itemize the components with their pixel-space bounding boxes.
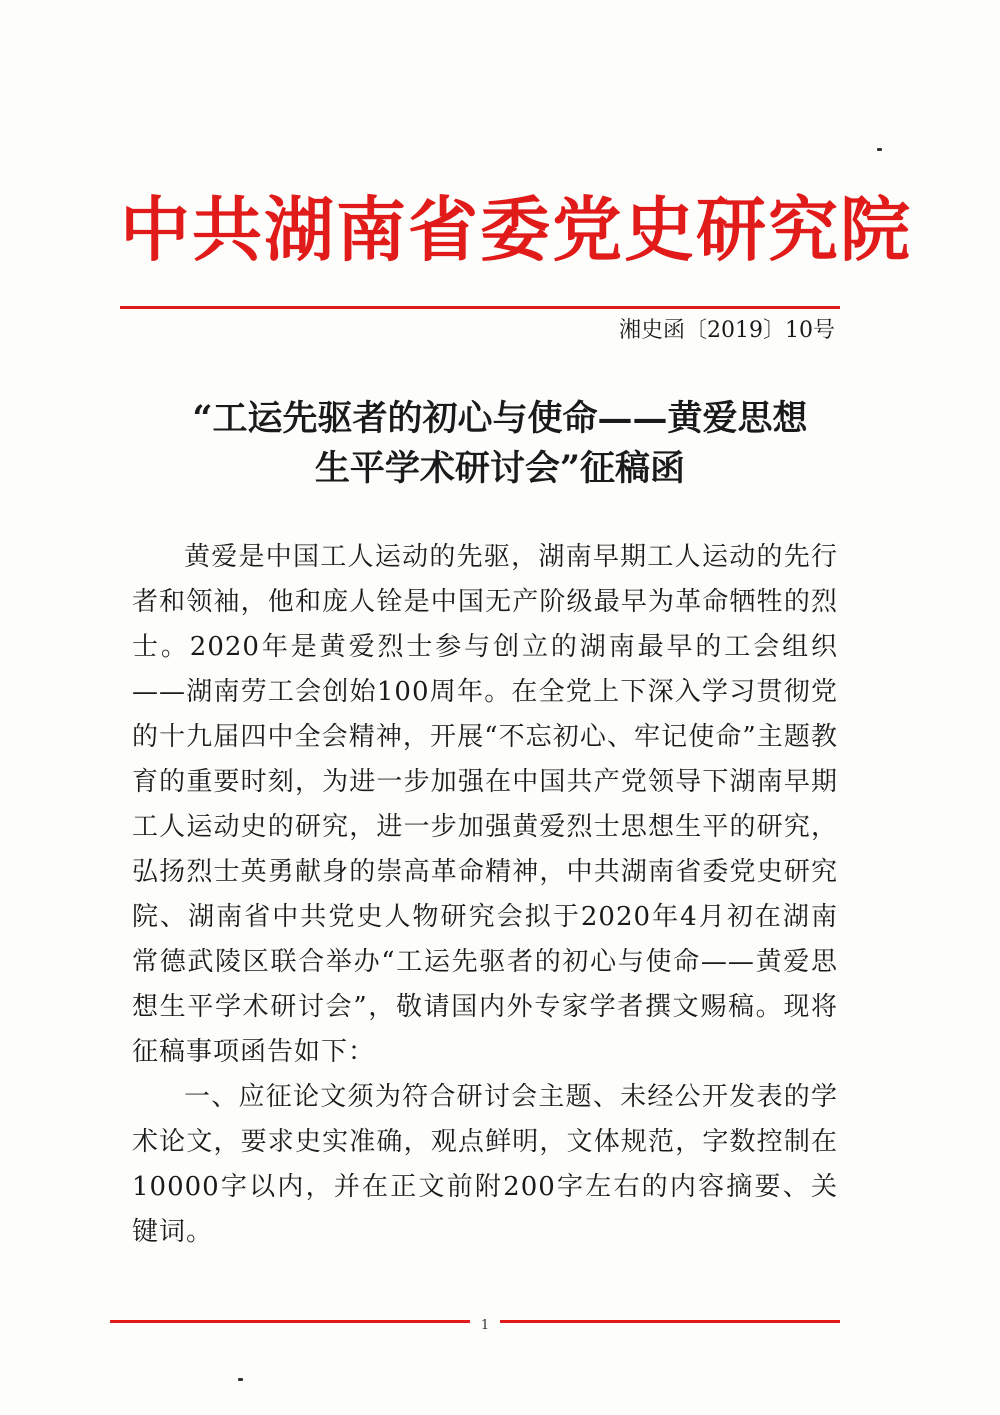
document-title-line-2: 生平学术研讨会”征稿函 [314,448,686,489]
letterhead-red-rule [120,306,840,309]
scan-speck [877,148,882,151]
letterhead-organization: 中共湖南省委党史研究院 [120,188,912,271]
document-title [120,394,880,494]
document-body [132,535,838,1255]
document-number: 湘史函〔2019〕10号 [619,318,835,343]
body-paragraph-1: 黄爱是中国工人运动的先驱，湖南早期工人运动的先行者和领袖，他和庞人铨是中国无产阶级最早为革命牺牲的烈士。2020年是黄爱烈士参与创立的湖南最早的工会组织——湖南劳工会创始100周年。在全党上下深入学习贯彻党的十九届四中全会精神，开展“不忘初心、牢记使命”主题教育的重要时刻，为进一步加强在中国共产党领导下湖南早期工人运动史的研究，进一步加强黄爱烈士思想生平的研究，弘扬烈士英勇献身的崇高革命精神，中共湖南省委党史研究院、湖南省中共党史人物研究会拟于2020年4月初在湖南常德武陵区联合举办“工运先驱者的初心与使命——黄爱思想生平学术研讨会”，敬请国内外专家学者撰文赐稿。现将征稿事项函告如下： [132,542,838,1067]
page-number: 1 [470,1318,500,1334]
body-paragraph-2: 一、应征论文须为符合研讨会主题、未经公开发表的学术论文，要求史实准确，观点鲜明，文体规范，字数控制在10000字以内，并在正文前附200字左右的内容摘要、关键词。 [132,1082,838,1247]
document-title-line-1: “工运先驱者的初心与使命——黄爱思想 [192,398,808,439]
scan-speck [238,1378,243,1381]
